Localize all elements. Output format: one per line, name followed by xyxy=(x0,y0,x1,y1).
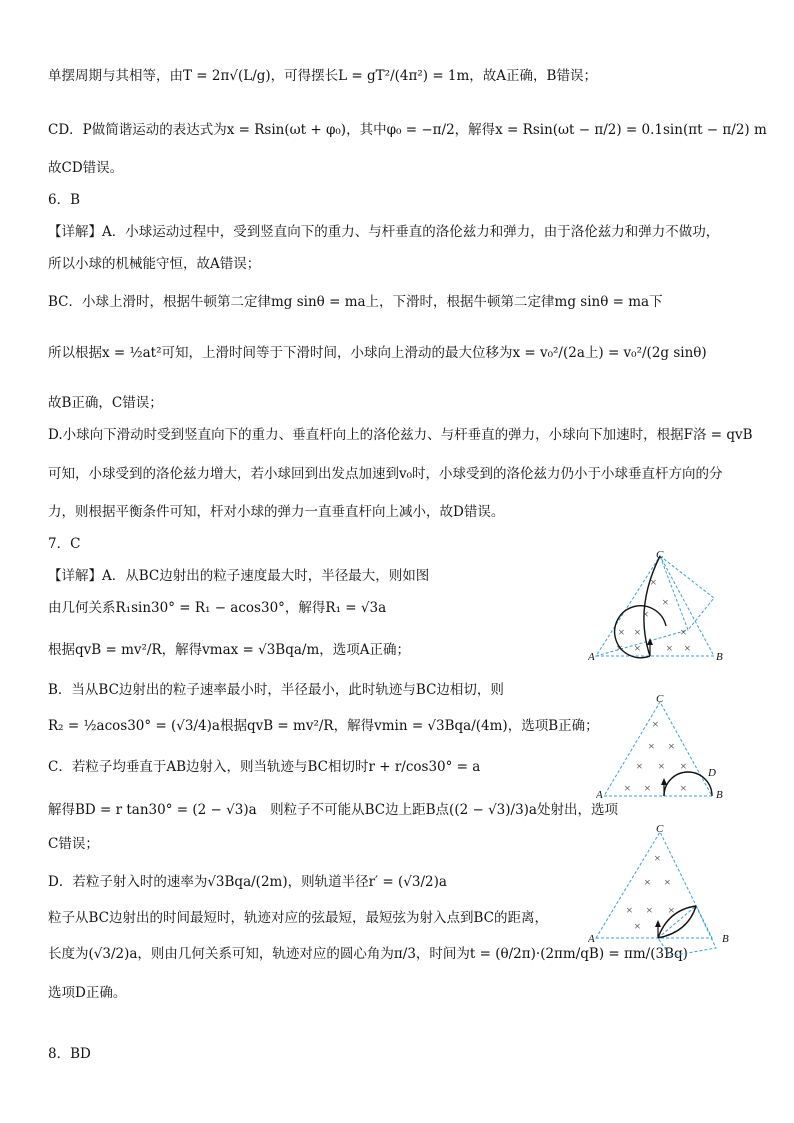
svg-text:×: × xyxy=(680,625,687,639)
svg-text:×: × xyxy=(680,759,687,773)
text-line-22: D．若粒子射入时的速率为√3Bqa/(2m)，则轨道半径r′ = (√3/2)a xyxy=(48,874,447,890)
svg-text:×: × xyxy=(666,641,673,655)
text-line-23: 粒子从BC边射出的时间最短时，轨迹对应的弦最短，最短弦为射入点到BC的距离， xyxy=(48,910,548,926)
figure-3-triangle-diagram xyxy=(588,820,736,960)
fig2-label-b: B xyxy=(716,789,723,801)
svg-text:×: × xyxy=(616,641,623,655)
svg-text:×: × xyxy=(618,625,625,639)
svg-text:×: × xyxy=(680,781,687,795)
svg-text:×: × xyxy=(642,607,649,621)
text-line-20: 解得BD = r tan30° = (2 − √3)a 则粒子不可能从BC边上距B点((2 − √3)/3)a处射出，选项 xyxy=(48,802,618,818)
text-line-17: B．当从BC边射出的粒子速率最小时，半径最小，此时轨迹与BC边相切，则 xyxy=(48,682,504,698)
text-line-25: 选项D正确。 xyxy=(48,985,127,1001)
svg-text:×: × xyxy=(652,717,659,731)
svg-text:×: × xyxy=(636,759,643,773)
text-line-16: 根据qvB = mv²/R，解得vmax = √3Bqa/m，选项A正确； xyxy=(48,642,411,658)
text-line-14: 【详解】A．从BC边射出的粒子速度最大时，半径最大，则如图 xyxy=(48,568,430,584)
fig3-label-c: C xyxy=(656,823,664,835)
fig2-label-a: A xyxy=(596,789,603,801)
svg-text:×: × xyxy=(668,739,675,753)
svg-text:×: × xyxy=(634,625,641,639)
fig2-label-c: C xyxy=(656,693,664,705)
text-line-2: CD．P做简谐运动的表达式为x = Rsin(ωt + φ₀)，其中φ₀ = −π/2，解得x = Rsin(ωt − π/2) = 0.1sin(πt − π/2) m xyxy=(48,122,767,138)
text-line-19: C．若粒子均垂直于AB边射入，则当轨迹与BC相切时r + r/cos30° = a xyxy=(48,759,481,775)
figure-1-triangle-diagram xyxy=(588,548,728,666)
text-line-4: 6．B xyxy=(48,192,81,208)
fig3-label-a: A xyxy=(588,933,595,945)
svg-text:×: × xyxy=(644,781,651,795)
svg-text:×: × xyxy=(654,851,661,865)
text-line-21: C错误； xyxy=(48,836,99,852)
text-line-5: 【详解】A．小球运动过程中，受到竖直向下的重力、与杆垂直的洛伦兹力和弹力，由于洛伦兹力和弹力不做功， xyxy=(48,224,720,240)
svg-text:×: × xyxy=(662,595,669,609)
text-line-7: BC．小球上滑时，根据牛顿第二定律mg sinθ = ma上，下滑时，根据牛顿第二定律mg sinθ = ma下 xyxy=(48,294,663,310)
svg-text:×: × xyxy=(684,641,691,655)
fig1-label-c: C xyxy=(656,549,664,561)
svg-text:×: × xyxy=(634,641,641,655)
text-line-11: 可知，小球受到的洛伦兹力增大，若小球回到出发点加速到v₀时，小球受到的洛伦兹力仍小于小球垂直杆方向的分 xyxy=(48,466,723,482)
svg-text:×: × xyxy=(626,903,633,917)
svg-text:×: × xyxy=(624,781,631,795)
text-line-13: 7．C xyxy=(48,536,81,552)
svg-text:×: × xyxy=(650,575,657,589)
fig3-label-b: B xyxy=(722,933,729,945)
fig1-label-b: B xyxy=(716,651,723,663)
svg-text:×: × xyxy=(664,875,671,889)
svg-text:×: × xyxy=(634,919,641,933)
text-line-15: 由几何关系R₁sin30° = R₁ − acos30°，解得R₁ = √3a xyxy=(48,600,387,616)
text-line-6: 所以小球的机械能守恒，故A错误； xyxy=(48,256,261,272)
text-line-26: 8．BD xyxy=(48,1046,91,1062)
text-line-10: D.小球向下滑动时受到竖直向下的重力、垂直杆向上的洛伦兹力、与杆垂直的弹力，小球向下加速时，根据F洛 = qvB xyxy=(48,427,753,443)
svg-text:×: × xyxy=(646,903,653,917)
text-line-18: R₂ = ½acos30° = (√3/4)a根据qvB = mv²/R，解得vmin = √3Bqa/(4m)，选项B正确； xyxy=(48,718,599,734)
figure-2-triangle-diagram xyxy=(596,692,736,804)
text-line-8: 所以根据x = ½at²可知，上滑时间等于下滑时间，小球向上滑动的最大位移为x = v₀²/(2a上) = v₀²/(2g sinθ) xyxy=(48,345,707,361)
text-line-24: 长度为(√3/2)a，则由几何关系可知，轨迹对应的圆心角为π/3，时间为t = (θ/2π)·(2πm/qB) = πm/(3Bq) xyxy=(48,946,688,962)
fig2-label-d: D xyxy=(708,767,716,779)
text-line-3: 故CD错误。 xyxy=(48,160,124,176)
svg-text:×: × xyxy=(668,903,675,917)
svg-text:×: × xyxy=(644,875,651,889)
svg-text:×: × xyxy=(648,739,655,753)
svg-text:×: × xyxy=(658,759,665,773)
text-line-12: 力，则根据平衡条件可知，杆对小球的弹力一直垂直杆向上减小，故D错误。 xyxy=(48,504,505,520)
fig1-label-a: A xyxy=(588,651,595,663)
text-line-1: 单摆周期与其相等，由T = 2π√(L/g)，可得摆长L = gT²/(4π²) = 1m，故A正确，B错误； xyxy=(48,68,597,84)
text-line-9: 故B正确，C错误； xyxy=(48,395,163,411)
